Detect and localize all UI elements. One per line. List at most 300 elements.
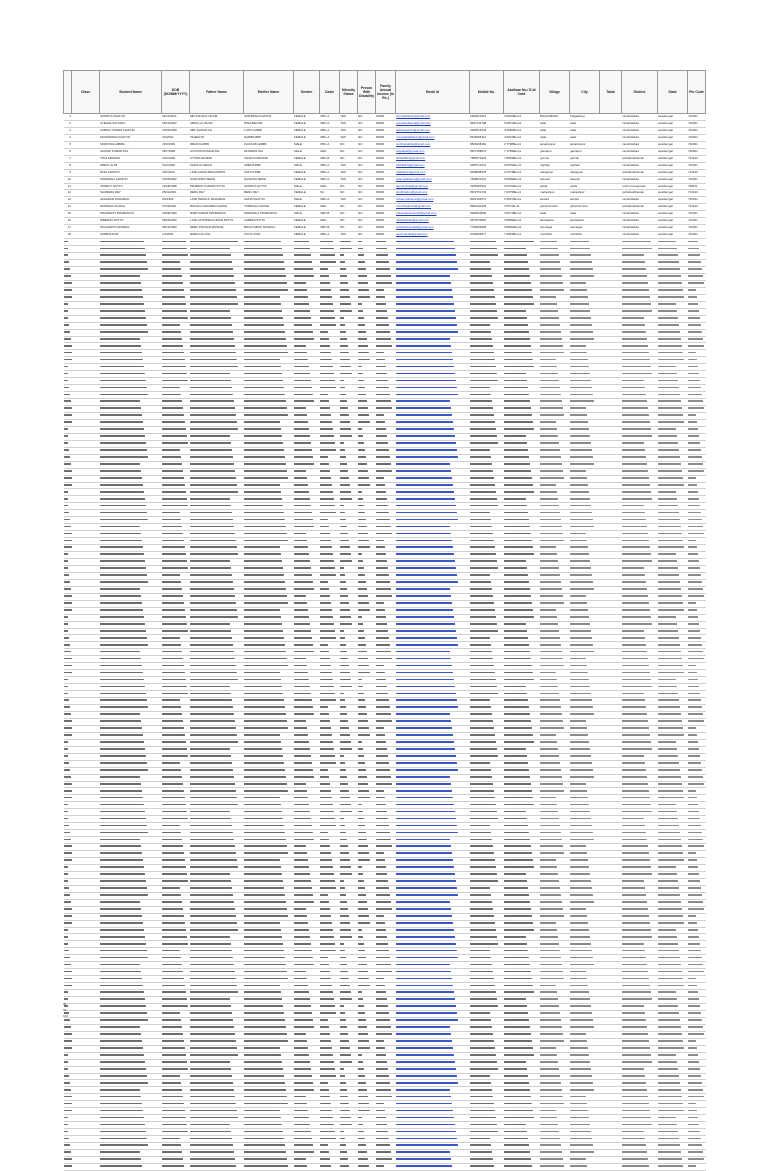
cell-placeholder[interactable] [340,851,358,858]
cell-placeholder[interactable] [64,885,72,892]
cell-placeholder[interactable] [244,962,294,969]
cell-placeholder[interactable] [540,572,570,579]
cell-placeholder[interactable] [600,1017,622,1024]
cell-placeholder[interactable] [64,371,72,378]
cell-placeholder[interactable] [570,322,600,329]
cell-placeholder[interactable] [570,482,600,489]
cell-placeholder[interactable] [100,705,162,712]
cell-placeholder[interactable] [376,399,396,406]
cell-placeholder[interactable] [504,753,540,760]
cell-placeholder[interactable] [340,670,358,677]
cell-placeholder[interactable] [396,364,470,371]
cell-email[interactable]: supriyakhatun@gmail.com [396,114,470,121]
cell-placeholder[interactable] [340,830,358,837]
cell-placeholder[interactable] [540,294,570,301]
cell-class[interactable] [72,225,100,232]
cell-placeholder[interactable] [376,357,396,364]
cell-placeholder[interactable] [622,419,658,426]
table-row[interactable] [64,990,706,997]
cell-placeholder[interactable] [600,969,622,976]
cell-placeholder[interactable] [688,677,706,684]
cell-placeholder[interactable] [72,781,100,788]
cell-placeholder[interactable] [376,962,396,969]
cell-placeholder[interactable] [600,955,622,962]
cell-dob[interactable]: 5/2/1999 [162,197,190,204]
cell-aadhaar[interactable]: 7.48546E+11 [504,232,540,239]
cell-placeholder[interactable] [320,1010,340,1017]
cell-placeholder[interactable] [470,663,504,670]
cell-placeholder[interactable] [320,350,340,357]
cell-placeholder[interactable] [320,864,340,871]
cell-placeholder[interactable] [376,280,396,287]
cell-placeholder[interactable] [570,531,600,538]
cell-placeholder[interactable] [244,1038,294,1045]
cell-placeholder[interactable] [688,586,706,593]
cell-placeholder[interactable] [504,927,540,934]
cell-placeholder[interactable] [294,948,320,955]
cell-sl[interactable]: 14 [64,204,72,211]
cell-placeholder[interactable] [658,357,688,364]
cell-minority[interactable]: NO [340,190,358,197]
cell-placeholder[interactable] [294,412,320,419]
table-row[interactable] [64,482,706,489]
cell-placeholder[interactable] [658,433,688,440]
cell-caste[interactable]: OBC-A [320,127,340,134]
cell-placeholder[interactable] [190,760,244,767]
cell-placeholder[interactable] [294,586,320,593]
cell-placeholder[interactable] [504,552,540,559]
cell-placeholder[interactable] [600,1045,622,1052]
cell-bpl[interactable]: NO [358,232,376,239]
cell-placeholder[interactable] [504,795,540,802]
cell-placeholder[interactable] [658,997,688,1004]
table-row[interactable] [64,176,706,183]
cell-placeholder[interactable] [72,538,100,545]
cell-placeholder[interactable] [470,600,504,607]
cell-placeholder[interactable] [320,739,340,746]
cell-placeholder[interactable] [340,711,358,718]
cell-placeholder[interactable] [72,239,100,246]
cell-family-income[interactable]: 80000 [376,169,396,176]
cell-placeholder[interactable] [396,934,470,941]
cell-placeholder[interactable] [320,433,340,440]
cell-student-name[interactable]: SORIFINA HABIBA [100,141,162,148]
cell-placeholder[interactable] [688,746,706,753]
cell-placeholder[interactable] [658,378,688,385]
cell-placeholder[interactable] [688,1024,706,1031]
cell-placeholder[interactable] [72,920,100,927]
cell-placeholder[interactable] [190,677,244,684]
cell-placeholder[interactable] [570,517,600,524]
cell-placeholder[interactable] [622,538,658,545]
cell-placeholder[interactable] [100,753,162,760]
cell-placeholder[interactable] [376,503,396,510]
cell-placeholder[interactable] [470,385,504,392]
cell-district[interactable]: purbabardhaman [622,155,658,162]
cell-placeholder[interactable] [570,635,600,642]
cell-father-name[interactable]: MD SAFIQUL ISLAM [190,114,244,121]
cell-placeholder[interactable] [570,830,600,837]
cell-placeholder[interactable] [658,878,688,885]
cell-placeholder[interactable] [376,1045,396,1052]
cell-placeholder[interactable] [504,392,540,399]
cell-placeholder[interactable] [72,941,100,948]
cell-placeholder[interactable] [294,301,320,308]
cell-placeholder[interactable] [688,503,706,510]
cell-class[interactable] [72,218,100,225]
cell-placeholder[interactable] [320,1031,340,1038]
cell-mobile[interactable]: 6295614433 [470,127,504,134]
cell-placeholder[interactable] [570,711,600,718]
cell-placeholder[interactable] [190,774,244,781]
cell-placeholder[interactable] [64,732,72,739]
cell-minority[interactable]: NO [340,204,358,211]
cell-placeholder[interactable] [504,1052,540,1059]
cell-placeholder[interactable] [688,725,706,732]
cell-placeholder[interactable] [340,816,358,823]
cell-pin[interactable]: 713140 [688,155,706,162]
cell-placeholder[interactable] [190,990,244,997]
cell-placeholder[interactable] [622,913,658,920]
cell-placeholder[interactable] [64,364,72,371]
table-row[interactable] [64,406,706,413]
cell-placeholder[interactable] [64,559,72,566]
cell-placeholder[interactable] [570,538,600,545]
cell-placeholder[interactable] [320,1024,340,1031]
cell-placeholder[interactable] [320,260,340,267]
cell-placeholder[interactable] [162,357,190,364]
cell-placeholder[interactable] [190,1045,244,1052]
cell-placeholder[interactable] [622,315,658,322]
table-row[interactable] [64,802,706,809]
cell-placeholder[interactable] [64,983,72,990]
cell-bpl[interactable]: NO [358,211,376,218]
cell-placeholder[interactable] [600,774,622,781]
cell-father-name[interactable]: BABULLAL PAL [190,232,244,239]
cell-placeholder[interactable] [244,746,294,753]
cell-placeholder[interactable] [376,1038,396,1045]
cell-placeholder[interactable] [396,816,470,823]
cell-bpl[interactable]: NO [358,190,376,197]
cell-placeholder[interactable] [600,851,622,858]
col-header-father-name[interactable]: Father Name [190,71,244,114]
cell-placeholder[interactable] [540,385,570,392]
cell-placeholder[interactable] [320,1017,340,1024]
cell-placeholder[interactable] [376,816,396,823]
cell-placeholder[interactable] [470,538,504,545]
cell-placeholder[interactable] [244,246,294,253]
cell-district[interactable]: murshidabad [622,120,658,127]
cell-mobile[interactable]: 6296310413 [470,114,504,121]
cell-placeholder[interactable] [622,983,658,990]
table-row[interactable] [64,503,706,510]
table-row[interactable] [64,392,706,399]
cell-placeholder[interactable] [540,663,570,670]
cell-placeholder[interactable] [658,844,688,851]
cell-placeholder[interactable] [244,844,294,851]
cell-placeholder[interactable] [100,628,162,635]
cell-placeholder[interactable] [320,586,340,593]
cell-placeholder[interactable] [504,406,540,413]
cell-placeholder[interactable] [396,948,470,955]
cell-placeholder[interactable] [340,496,358,503]
cell-placeholder[interactable] [658,962,688,969]
cell-placeholder[interactable] [244,433,294,440]
cell-placeholder[interactable] [622,969,658,976]
cell-placeholder[interactable] [504,774,540,781]
table-row[interactable] [64,253,706,260]
cell-placeholder[interactable] [470,572,504,579]
cell-district[interactable]: purbabardhaman [622,190,658,197]
table-row[interactable] [64,698,706,705]
cell-placeholder[interactable] [540,559,570,566]
cell-placeholder[interactable] [100,663,162,670]
cell-placeholder[interactable] [600,1052,622,1059]
cell-placeholder[interactable] [100,545,162,552]
cell-placeholder[interactable] [244,621,294,628]
table-row[interactable] [64,266,706,273]
cell-placeholder[interactable] [658,559,688,566]
table-row[interactable] [64,760,706,767]
cell-father-name[interactable]: SAIFUDDIN SEIKH [190,176,244,183]
cell-district[interactable]: murshidabad [622,225,658,232]
cell-placeholder[interactable] [376,315,396,322]
cell-placeholder[interactable] [340,260,358,267]
cell-placeholder[interactable] [294,864,320,871]
cell-placeholder[interactable] [72,642,100,649]
cell-placeholder[interactable] [162,802,190,809]
cell-placeholder[interactable] [320,969,340,976]
cell-placeholder[interactable] [600,315,622,322]
col-header-taluk[interactable]: Taluk [600,71,622,114]
cell-placeholder[interactable] [64,663,72,670]
table-row[interactable] [64,906,706,913]
cell-placeholder[interactable] [64,489,72,496]
cell-placeholder[interactable] [600,412,622,419]
cell-placeholder[interactable] [622,329,658,336]
cell-city[interactable]: gurmai [570,155,600,162]
cell-placeholder[interactable] [294,1038,320,1045]
cell-placeholder[interactable] [688,350,706,357]
cell-placeholder[interactable] [688,983,706,990]
cell-mother-name[interactable]: HABIBA BIBI [244,134,294,141]
cell-placeholder[interactable] [358,447,376,454]
cell-placeholder[interactable] [570,969,600,976]
cell-placeholder[interactable] [358,864,376,871]
cell-placeholder[interactable] [190,1024,244,1031]
cell-placeholder[interactable] [600,795,622,802]
cell-placeholder[interactable] [376,802,396,809]
cell-placeholder[interactable] [396,885,470,892]
cell-placeholder[interactable] [688,399,706,406]
cell-placeholder[interactable] [622,412,658,419]
cell-placeholder[interactable] [470,767,504,774]
cell-placeholder[interactable] [294,927,320,934]
cell-placeholder[interactable] [162,621,190,628]
cell-placeholder[interactable] [64,677,72,684]
cell-placeholder[interactable] [470,781,504,788]
cell-minority[interactable]: YES [340,197,358,204]
col-header-state[interactable]: State [658,71,688,114]
cell-placeholder[interactable] [396,482,470,489]
cell-placeholder[interactable] [376,350,396,357]
cell-placeholder[interactable] [320,315,340,322]
cell-placeholder[interactable] [72,698,100,705]
cell-placeholder[interactable] [190,294,244,301]
cell-placeholder[interactable] [64,1038,72,1045]
cell-placeholder[interactable] [190,489,244,496]
cell-placeholder[interactable] [244,663,294,670]
cell-mother-name[interactable]: TUMPAHA GHOSH [244,204,294,211]
cell-placeholder[interactable] [100,482,162,489]
cell-placeholder[interactable] [64,447,72,454]
cell-placeholder[interactable] [658,399,688,406]
cell-placeholder[interactable] [244,955,294,962]
cell-placeholder[interactable] [396,399,470,406]
cell-placeholder[interactable] [72,329,100,336]
cell-placeholder[interactable] [64,976,72,983]
cell-placeholder[interactable] [540,823,570,830]
cell-placeholder[interactable] [340,531,358,538]
cell-placeholder[interactable] [570,698,600,705]
cell-placeholder[interactable] [190,586,244,593]
cell-placeholder[interactable] [396,767,470,774]
cell-placeholder[interactable] [688,552,706,559]
cell-city[interactable]: murlidhar [570,232,600,239]
cell-placeholder[interactable] [294,705,320,712]
cell-placeholder[interactable] [294,976,320,983]
cell-placeholder[interactable] [658,517,688,524]
cell-state[interactable]: westbengal [658,232,688,239]
table-row[interactable] [64,204,706,211]
cell-mother-name[interactable]: RENU DEY [244,190,294,197]
cell-placeholder[interactable] [658,329,688,336]
cell-placeholder[interactable] [72,913,100,920]
cell-placeholder[interactable] [340,823,358,830]
cell-placeholder[interactable] [600,600,622,607]
cell-placeholder[interactable] [600,461,622,468]
cell-placeholder[interactable] [600,670,622,677]
table-row[interactable] [64,781,706,788]
cell-placeholder[interactable] [358,301,376,308]
cell-placeholder[interactable] [190,1031,244,1038]
cell-placeholder[interactable] [340,280,358,287]
cell-placeholder[interactable] [504,969,540,976]
cell-placeholder[interactable] [100,677,162,684]
cell-placeholder[interactable] [396,301,470,308]
table-row[interactable] [64,864,706,871]
cell-placeholder[interactable] [688,830,706,837]
cell-mother-name[interactable]: KALSUMI HABIB [244,141,294,148]
cell-placeholder[interactable] [470,732,504,739]
cell-placeholder[interactable] [358,600,376,607]
cell-placeholder[interactable] [600,816,622,823]
cell-placeholder[interactable] [340,1010,358,1017]
cell-placeholder[interactable] [100,969,162,976]
cell-placeholder[interactable] [162,308,190,315]
cell-placeholder[interactable] [396,378,470,385]
cell-placeholder[interactable] [504,906,540,913]
cell-placeholder[interactable] [358,823,376,830]
cell-placeholder[interactable] [540,809,570,816]
cell-placeholder[interactable] [504,524,540,531]
cell-placeholder[interactable] [294,273,320,280]
cell-placeholder[interactable] [470,350,504,357]
cell-placeholder[interactable] [190,593,244,600]
cell-placeholder[interactable] [358,621,376,628]
cell-placeholder[interactable] [622,670,658,677]
cell-placeholder[interactable] [600,454,622,461]
cell-placeholder[interactable] [244,343,294,350]
cell-email[interactable]: monishaghosh@gmail.com [396,204,470,211]
cell-placeholder[interactable] [396,732,470,739]
cell-pin[interactable]: 742401 [688,141,706,148]
cell-placeholder[interactable] [396,864,470,871]
cell-village[interactable]: janardanpur [540,141,570,148]
cell-placeholder[interactable] [100,906,162,913]
cell-placeholder[interactable] [358,475,376,482]
cell-placeholder[interactable] [64,899,72,906]
cell-placeholder[interactable] [540,698,570,705]
cell-placeholder[interactable] [540,357,570,364]
cell-placeholder[interactable] [244,1017,294,1024]
cell-placeholder[interactable] [72,565,100,572]
cell-placeholder[interactable] [600,1031,622,1038]
cell-placeholder[interactable] [244,997,294,1004]
cell-village[interactable]: gurmai [540,155,570,162]
cell-placeholder[interactable] [358,1052,376,1059]
cell-placeholder[interactable] [688,287,706,294]
cell-placeholder[interactable] [294,955,320,962]
cell-placeholder[interactable] [100,1038,162,1045]
cell-placeholder[interactable] [688,357,706,364]
cell-placeholder[interactable] [470,524,504,531]
cell-placeholder[interactable] [396,851,470,858]
cell-placeholder[interactable] [470,294,504,301]
cell-placeholder[interactable] [540,565,570,572]
cell-state[interactable]: westbengal [658,183,688,190]
cell-district[interactable]: murshidabad [622,232,658,239]
cell-placeholder[interactable] [658,524,688,531]
cell-placeholder[interactable] [100,621,162,628]
cell-placeholder[interactable] [376,559,396,566]
cell-email[interactable]: sucharitamondal@gmail.com [396,225,470,232]
cell-placeholder[interactable] [190,997,244,1004]
cell-placeholder[interactable] [540,878,570,885]
table-row[interactable] [64,941,706,948]
cell-placeholder[interactable] [64,823,72,830]
cell-placeholder[interactable] [688,809,706,816]
cell-placeholder[interactable] [470,809,504,816]
table-row[interactable] [64,364,706,371]
cell-taluk[interactable] [600,176,622,183]
cell-placeholder[interactable] [64,426,72,433]
cell-placeholder[interactable] [320,635,340,642]
cell-placeholder[interactable] [540,600,570,607]
cell-placeholder[interactable] [320,621,340,628]
cell-placeholder[interactable] [162,864,190,871]
cell-placeholder[interactable] [688,579,706,586]
cell-placeholder[interactable] [504,253,540,260]
cell-placeholder[interactable] [688,364,706,371]
cell-placeholder[interactable] [376,1010,396,1017]
cell-placeholder[interactable] [376,406,396,413]
cell-placeholder[interactable] [244,531,294,538]
cell-dob[interactable]: 19/08/1999 [162,211,190,218]
cell-placeholder[interactable] [64,767,72,774]
cell-placeholder[interactable] [358,1045,376,1052]
cell-placeholder[interactable] [64,419,72,426]
